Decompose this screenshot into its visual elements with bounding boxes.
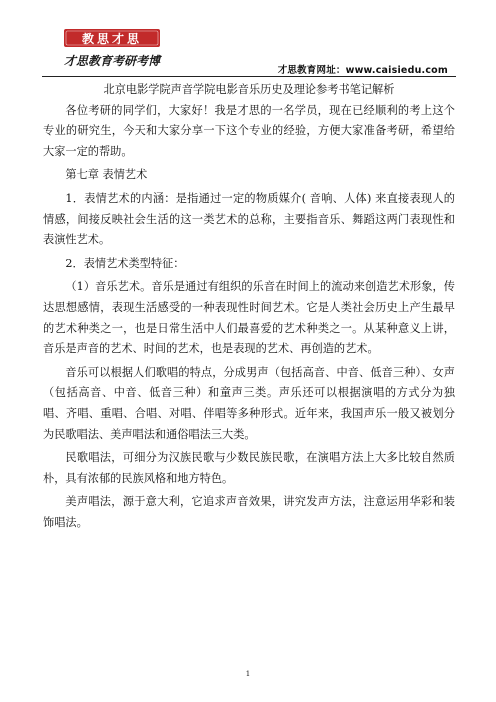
paragraph-music-art: （1）音乐艺术。音乐是通过有组织的乐音在时间上的流动来创造艺术形象，传达思想感情，表现生活感受的一种表现性时间艺术。它是人类社会历史上产生最早的艺术种类之一，也是日常生活中人们最喜爱的艺术种类之一。从某种意义上讲，音乐是声音的艺术、时间的艺术，也是表现的艺术、再创造的艺术。 [43, 280, 455, 356]
paragraph-vocal-types: 音乐可以根据人们歌唱的特点，分成男声（包括高音、中音、低音三种）、女声（包括高音、中音、低音三种）和童声三类。声乐还可以根据演唱的方式分为独唱、齐唱、重唱、合唱、对唱、伴唱等多种形式。近年来，我国声乐一般又被划分为民歌唱法、美声唱法和通俗唱法三大类。 [43, 365, 455, 441]
logo-graphic [46, 27, 178, 69]
header-rule [42, 76, 456, 77]
paragraph-type-heading: 2．表情艺术类型特征： [65, 256, 185, 270]
chapter-heading: 第七章 表情艺术 [65, 168, 148, 182]
document-title: 北京电影学院声音学院电影音乐历史及理论参考书笔记解析 [103, 83, 395, 96]
site-url: 才思教育网址：www.caisiedu.com [277, 65, 448, 76]
paragraph-folk-singing: 民歌唱法，可细分为汉族民歌与少数民族民歌，在演唱方法上大多比较自然质朴，具有浓郁的民族风格和地方特色。 [43, 451, 455, 485]
caisi-logo [46, 27, 178, 69]
paragraph-definition: 1．表情艺术的内涵：是指通过一定的物质媒介( 音响、人体) 来直接表现人的情感，间接反映社会生活的这一类艺术的总称，主要指音乐、舞蹈这两门表现性和表演性艺术。 [43, 191, 455, 247]
intro-paragraph: 各位考研的同学们，大家好！我是才思的一名学员，现在已经顺利的考上这个专业的研究生，今天和大家分享一下这个专业的经验，方便大家准备考研，希望给大家一定的帮助。 [43, 103, 455, 158]
page-number: 1 [245, 670, 251, 678]
paragraph-bel-canto: 美声唱法，源于意大利，它追求声音效果，讲究发声方法，注意运用华彩和装饰唱法。 [43, 495, 455, 529]
logo-seal-text: 教思才思 [81, 32, 143, 46]
logo-slogan-text: 才思教育考研考博 [63, 54, 161, 68]
document-body [43, 80, 455, 533]
